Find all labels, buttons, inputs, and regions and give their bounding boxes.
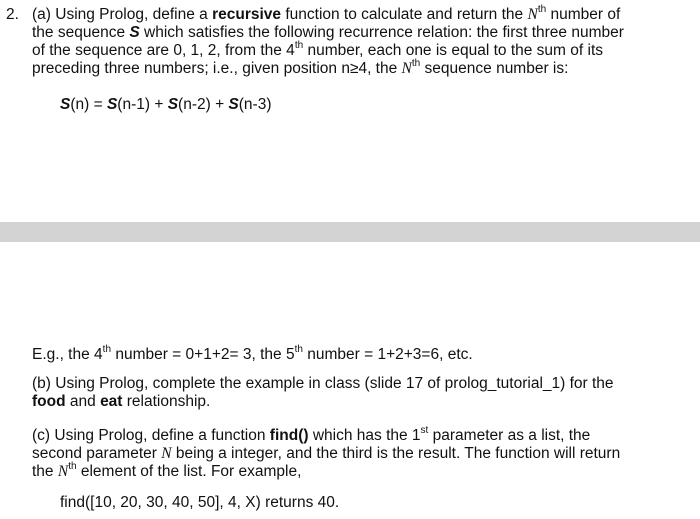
text: the: [32, 463, 58, 480]
text: which satisfies the following recurrence relation: the first three number: [139, 24, 624, 41]
text: of the sequence are 0, 1, 2, from the 4: [32, 42, 295, 59]
text: number = 1+2+3=6, etc.: [302, 346, 473, 363]
superscript: th: [411, 57, 421, 69]
part-a-line-4: [0, 57, 700, 78]
part-c-line-2: [32, 445, 700, 463]
part-b-line-2: [32, 393, 700, 411]
bold-term-food: food: [32, 393, 66, 410]
var-s: S: [167, 96, 179, 113]
text: E.g., the 4: [32, 346, 103, 363]
superscript: th: [68, 460, 77, 472]
var-s: S: [106, 96, 118, 113]
text: second parameter: [32, 445, 162, 462]
text: and: [65, 393, 101, 410]
text: number of: [546, 6, 621, 23]
bold-term-find: find(): [269, 427, 309, 444]
find-example-text: find([10, 20, 30, 40, 50], 4, X) returns 40.: [60, 494, 340, 511]
var-s: S: [129, 24, 140, 41]
text: number = 0+1+2= 3, the 5: [111, 346, 295, 363]
bold-term-recursive: recursive: [212, 6, 282, 23]
var-n: N: [527, 6, 538, 23]
part-c-line-3: [32, 460, 700, 481]
var-s: S: [60, 96, 71, 113]
text: preceding three numbers; i.e., given position n≥4, the: [32, 60, 402, 77]
example-line: [0, 343, 700, 364]
text: (n) =: [70, 96, 107, 113]
part-a-line-3: [0, 39, 700, 60]
text: being a integer, and the third is the result. The function will return: [171, 445, 621, 462]
text: sequence number is:: [420, 60, 569, 77]
part-a: [0, 3, 700, 78]
var-n: N: [161, 445, 172, 462]
bold-term-eat: eat: [100, 393, 123, 410]
text: the sequence: [32, 24, 130, 41]
text: (a) Using Prolog, define a: [32, 6, 213, 23]
var-s: S: [228, 96, 239, 113]
text: function to calculate and return the: [281, 6, 528, 23]
superscript: st: [420, 424, 429, 436]
var-n: N: [401, 60, 412, 77]
part-c: [0, 424, 700, 481]
text: (n-3): [238, 96, 272, 113]
question-number: 2.: [6, 6, 19, 23]
part-a-line-2: [0, 24, 700, 42]
text: parameter as a list, the: [428, 427, 591, 444]
text: (c) Using Prolog, define a function: [32, 427, 270, 444]
text: element of the list. For example,: [76, 463, 302, 480]
recurrence-formula: [0, 96, 700, 114]
text: (n-1) +: [117, 96, 168, 113]
divider-band: [0, 222, 700, 242]
superscript: th: [102, 343, 112, 355]
find-example: [0, 494, 700, 512]
superscript: th: [537, 3, 547, 15]
part-c-line-1: [32, 424, 700, 445]
part-a-line-1: [0, 3, 700, 24]
text: number, each one is equal to the sum of its: [303, 42, 603, 59]
text: which has the 1: [308, 427, 421, 444]
text: (n-2) +: [178, 96, 229, 113]
superscript: th: [294, 39, 304, 51]
var-n: N: [57, 463, 69, 480]
superscript: th: [294, 343, 303, 355]
part-b-line-1: (b) Using Prolog, complete the example in class (slide 17 of prolog_tutorial_1) for the: [32, 375, 614, 392]
text: relationship.: [122, 393, 211, 410]
part-b: [0, 375, 700, 411]
